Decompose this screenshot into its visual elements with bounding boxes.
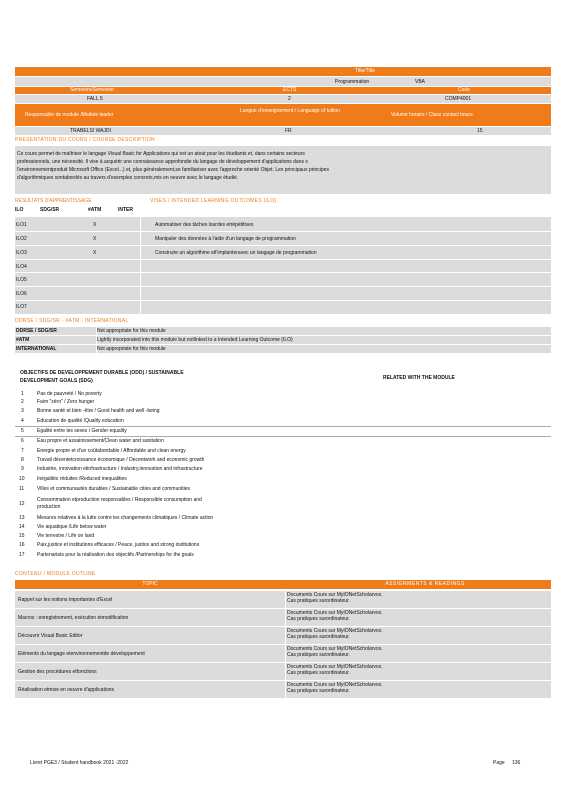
code-label: Code [458,87,470,93]
sdg-text: Vie terrestre / Life on land [37,533,95,539]
sdg-item [15,418,551,425]
ects-value: 2 [288,96,291,102]
conformity-label: #ATM [16,337,30,343]
presentation-line: d'algorithmiques sontabordés au travers d'exemples concrets,mis en oeuvre avec le langage étudié. [17,175,239,181]
sdg-item [15,399,551,406]
sdg-text: Vie aquatique /Life below water [37,524,107,530]
conformity-label: DDRSE / SDG/SR [16,328,57,334]
responsible-value-row [15,127,551,135]
sdg-text: Faim "zéro" / Zero hunger [37,399,95,405]
content-col-resources: ASSIGNMENTS & READINGS [385,581,465,587]
hours-value: 15 [477,128,483,134]
ilo-id: ILO6 [16,291,27,297]
sdg-text: Mesures relatives à la lutte contre les changements climatiques / Climate action [37,515,214,521]
sdg-number: 14 [19,524,25,530]
resource-documents: Documents Cours sur MyIONetScholarvox. [287,664,383,670]
ilo-row-divider [15,259,551,260]
content-topic: Rappel sur les notions importantes d'Excel [18,597,113,603]
sdg-item [15,476,551,483]
resource-practice: Cas pratiques surordinateur. [287,598,350,604]
sdg-item [15,466,551,473]
presentation-line: l'environnementproduit Microsoft Office (Excel...) et, plus généralement,se familiariser avec l'approche orienté Objet. Les principaux principes [17,167,329,173]
ilo-id: ILO3 [16,250,27,256]
resource-documents: Documents Cours sur MyIONetScholarvox. [287,646,383,652]
sdg-number: 10 [19,476,25,482]
presentation-box [15,146,551,194]
semester-value-row [15,95,551,103]
sdg-number: 13 [19,515,25,521]
sdg-item [15,552,551,559]
content-resources [287,664,383,676]
ilo-mark: X [93,222,97,228]
resource-documents: Documents Cours sur MyIONetScholarvox. [287,610,383,616]
sdg-item [15,486,551,493]
ilo-col-inter: INTER [118,207,133,213]
resource-documents: Documents Cours sur MyIONetScholarvox. [287,682,383,688]
sdg-text: Pas de pauvreté / No poverty [37,391,102,397]
conformity-heading: DDRSE / SDG/SR - #ATM - INTERNATIONAL [15,318,129,324]
sdg-item [15,428,551,435]
sdg-text: Partenariats pour la réalisation des objectifs /Partnerships for the goals [37,552,194,558]
sdg-number: 11 [19,486,25,492]
content-heading: CONTENU / MODULE OUTLINE [15,571,96,577]
sdg-number: 5 [21,428,24,434]
sdg-number: 17 [19,552,25,558]
title-label: Title/Title [355,68,375,74]
ilo-id: ILO7 [16,304,27,310]
sdg-item [15,457,551,464]
ilo-mark: X [93,250,97,256]
sdg-related-label: RELATED WITH THE MODULE [383,375,455,381]
sdg-number: 1 [21,391,24,397]
programme-value: VBA [415,79,426,85]
code-value: COMP4001 [445,96,472,102]
sdg-item [15,448,551,455]
sdg-item [15,438,551,445]
sdg-text-continued: production [37,504,61,510]
footer-page-number: 136 [512,760,521,766]
responsible-value: TRABELSI WAJDI [70,128,111,134]
sdg-number: 8 [21,457,24,463]
sdg-number: 2 [21,399,24,405]
responsible-header-row [15,104,551,126]
footer-page-label: Page [493,760,505,766]
ilo-row-divider [15,231,551,232]
content-row [15,663,551,681]
sdg-heading-line1: OBJECTIFS DE DEVELOPPEMENT DURABLE (ODD) / SUSTAINABLE [20,370,184,376]
sdg-item [15,524,551,531]
sdg-number: 7 [21,448,24,454]
ilo-row-divider [15,245,551,246]
sdg-divider [15,426,551,427]
content-divider [285,591,286,699]
conformity-divider [96,327,97,354]
content-resources [287,592,383,604]
sdg-number: 15 [19,533,25,539]
content-resources [287,610,383,622]
sdg-item [15,542,551,549]
content-topic: Découvrir Visual Basic Editor [18,633,83,639]
content-topic: Macros : enregistrement, exécution etmodification [18,615,129,621]
ilo-id: ILO5 [16,277,27,283]
content-row [15,627,551,645]
sdg-number: 6 [21,438,24,444]
resource-practice: Cas pratiques surordinateur. [287,670,350,676]
content-resources [287,628,383,640]
ilo-id: ILO4 [16,264,27,270]
content-row [15,609,551,627]
sdg-number: 16 [19,542,25,548]
semester-value: FALL 5 [87,96,103,102]
sdg-text: Paix,justice et institutions efficaces / Peace, justice and strong institutions [37,542,200,548]
conformity-text: Not appropriate for this module [97,346,166,352]
ilo-id: ILO1 [16,222,27,228]
ilo-id: ILO2 [16,236,27,242]
programme-row [15,77,551,86]
sdg-text: Education de qualité /Quality education [37,418,124,424]
sdg-text: Egalité entre les sexes / Gender equality [37,428,127,434]
content-row [15,681,551,699]
language-value: FR [285,128,292,134]
sdg-heading-line2: DEVELOPMENT GOALS (SDG) [20,378,93,384]
sdg-number: 4 [21,418,24,424]
sdg-item [15,408,551,415]
ilo-text: Construire un algorithme etl'implanteravec un langage de programmation [155,250,317,256]
sdg-text: Industrie, innovation etinfrastructure / Industry,innovation and infrastructure [37,466,203,472]
content-row [15,645,551,663]
semester-header-row [15,87,551,94]
content-topic: Eléments du langage etenvironnementde développement [18,651,145,657]
ects-label: ECTS [283,87,297,93]
presentation-line: professionnels, une nécessité. Il vise à acquérir une connaissance approfondie du langage de développement d'applications dans s [17,159,308,165]
footer-handbook: Livret PGE3 / Student handbook 2021 -2022 [30,760,129,766]
sdg-text: Energie propre et d'un coûtabordable / Affordable and clean energy [37,448,186,454]
sdg-item [15,391,551,398]
sdg-text: Bonne santé et bien -être / Good health and well -being [37,408,160,414]
ilo-heading-right: VISES / INTENDED LEARNING OUTCOMES (ILO) [150,198,277,204]
sdg-text: Inégalités réduites /Reduced inequalities [37,476,127,482]
sdg-item [15,533,551,540]
ilo-row-divider [15,272,551,273]
conformity-label: INTERNATIONAL [16,346,57,352]
presentation-line: Ce cours permet de maîtriser le langage Visual Basic for Applications qui est un atout pour les étudiants et, dans certains secteurs [17,151,305,157]
sdg-text: Eau propre et assainissement/Clean water and sanitation [37,438,164,444]
ilo-heading-left: RESULTATS D'APPRENTISSAGE [15,198,92,204]
sdg-item [15,515,551,522]
title-bar [15,67,551,76]
resource-practice: Cas pratiques surordinateur. [287,616,350,622]
content-topic: Gestion des procédures etfonctions [18,669,97,675]
ilo-col-ilo: ILO [15,207,24,213]
ilo-col-sdg: SDG/SR [40,207,60,213]
resource-documents: Documents Cours sur MyIONetScholarvox. [287,628,383,634]
ilo-text: Manipuler des données à l'aide d'un langage de programmation [155,236,296,242]
sdg-number: 12 [19,501,25,507]
ilo-row-divider [15,286,551,287]
content-resources [287,682,383,694]
resource-practice: Cas pratiques surordinateur. [287,688,350,694]
content-col-topic: TOPIC [142,581,158,587]
presentation-heading: PRESENTATION DU COURS / COURSE DESCRIPTION [15,137,155,143]
sdg-number: 9 [21,466,24,472]
responsible-label: Responsable de module /Module leader [25,112,114,118]
ilo-mark: X [93,236,97,242]
language-label: Langue d'enseignement / Language of tuition [240,108,340,114]
programme-label: Programmation [335,79,370,85]
resource-documents: Documents Cours sur MyIONetScholarvox. [287,592,383,598]
resource-practice: Cas pratiques surordinateur. [287,634,350,640]
sdg-divider [15,436,551,437]
conformity-text: Lightly incorporated into this module but notlinked to a Intended Learning Outcome (ILO) [97,337,293,343]
content-topic: Réalisation etmise en oeuvre d'applications [18,687,115,693]
content-resources [287,646,383,658]
conformity-text: Not appropriate for this module [97,328,166,334]
ilo-row [15,301,551,314]
content-row [15,591,551,609]
content-header-row [15,580,551,589]
sdg-item [15,497,551,512]
sdg-number: 3 [21,408,24,414]
resource-practice: Cas pratiques surordinateur. [287,652,350,658]
ilo-col-hatm: #ATM [88,207,102,213]
ilo-text: Automatiser des tâches lourdes etrépétitives [155,222,254,228]
sdg-text: Travail décentetcroissance économique / Decentwork and economic growth [37,457,205,463]
hours-label: Volume horaire / Class contact hours [391,112,473,118]
ilo-row-divider [15,300,551,301]
sdg-text: Villes et communautés durables / Sustainable cities and communities [37,486,191,492]
sdg-text: Consommation etproduction responsables / Responsible consumption and [37,497,202,503]
semester-label: Semestre/Semester [70,87,115,93]
